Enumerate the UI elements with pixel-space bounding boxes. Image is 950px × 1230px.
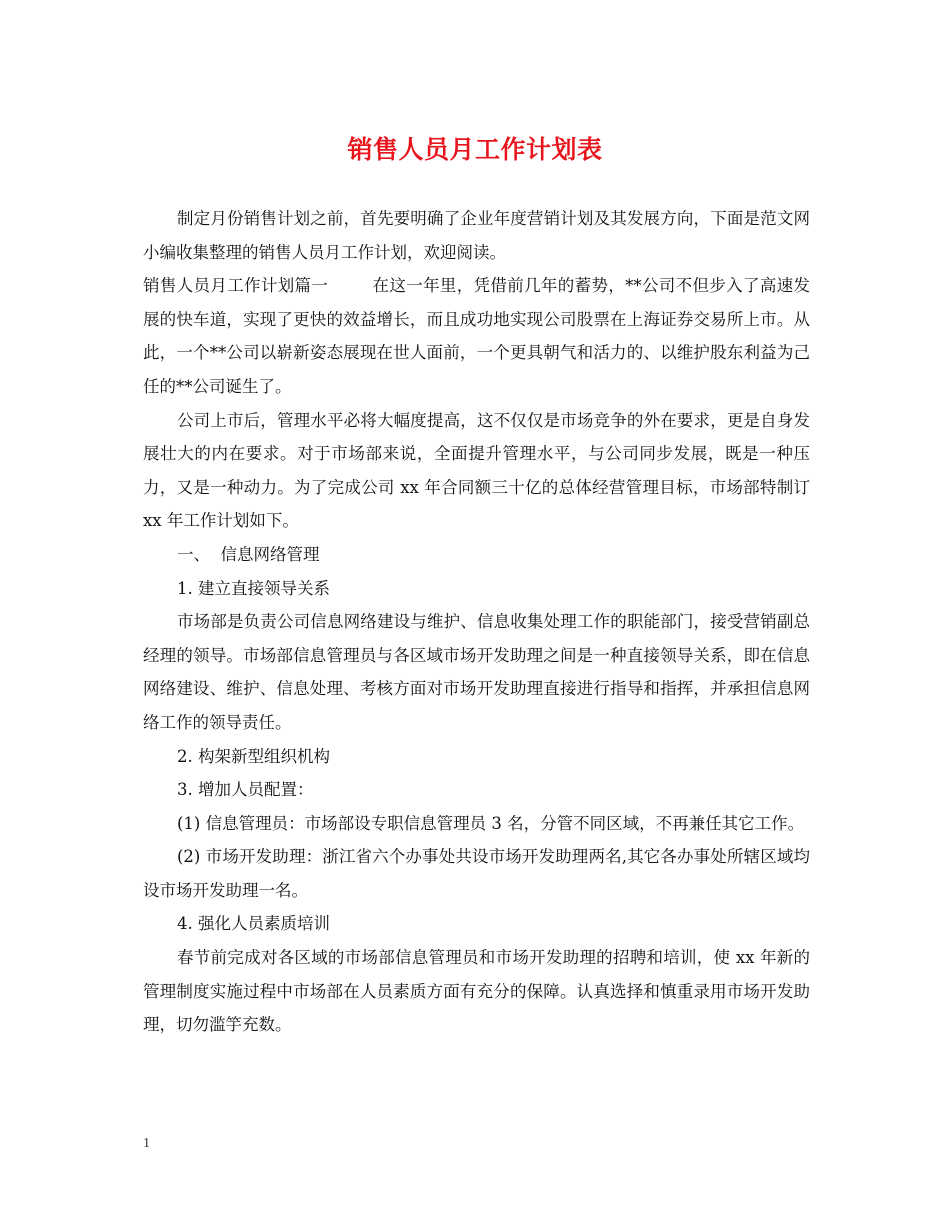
item-4-body: 春节前完成对各区域的市场部信息管理员和市场开发助理的招聘和培训，使 xx 年新的管理制度实施过程中市场部在人员素质方面有充分的保障。认真选择和慎重录用市场开发助理，切勿滥竽充数。 (143, 948, 810, 1035)
document-body (143, 202, 810, 1042)
section-heading: 销售人员月工作计划篇一 (143, 276, 329, 296)
heading-info-network: 一、 信息网络管理 (177, 544, 320, 564)
item-3-heading: 3. 增加人员配置： (177, 780, 314, 800)
section-one-text: 在这一年里，凭借前几年的蓄势，**公司不但步入了高速发展的快车道，实现了更快的效益增长，而且成功地实现公司股票在上海证券交易所上市。从此，一个**公司以崭新姿态展现在世人面前，一个更具朝气和活力的、以维护股东利益为己任的**公司诞生了。 (143, 276, 811, 396)
page-number: 1 (143, 1136, 150, 1151)
document-title: 销售人员月工作计划表 (347, 135, 603, 164)
item-3-sub-1: (1) 信息管理员：市场部设专职信息管理员 3 名，分管不同区域，不再兼任其它工作。 (177, 813, 805, 833)
paragraph-section-one (143, 269, 810, 403)
paragraph-intro: 制定月份销售计划之前，首先要明确了企业年度营销计划及其发展方向，下面是范文网小编收集整理的销售人员月工作计划，欢迎阅读。 (143, 209, 810, 262)
item-4-heading: 4. 强化人员素质培训 (177, 914, 330, 934)
item-3-sub-2: (2) 市场开发助理：浙江省六个办事处共设市场开发助理两名,其它各办事处所辖区域均设市场开发助理一名。 (143, 847, 810, 900)
item-1-heading: 1. 建立直接领导关系 (177, 578, 330, 598)
paragraph-listing: 公司上市后，管理水平必将大幅度提高，这不仅仅是市场竞争的外在要求，更是自身发展壮大的内在要求。对于市场部来说，全面提升管理水平，与公司同步发展，既是一种压力，又是一种动力。为了完成公司 xx 年合同额三十亿的总体经营管理目标，市场部特制订 xx 年工作计划如下。 (143, 410, 810, 531)
item-2-heading: 2. 构架新型组织机构 (177, 746, 330, 766)
item-1-body: 市场部是负责公司信息网络建设与维护、信息收集处理工作的职能部门，接受营销副总经理的领导。市场部信息管理员与各区域市场开发助理之间是一种直接领导关系，即在信息网络建设、维护、信息处理、考核方面对市场开发助理直接进行指导和指挥，并承担信息网络工作的领导责任。 (143, 612, 810, 732)
